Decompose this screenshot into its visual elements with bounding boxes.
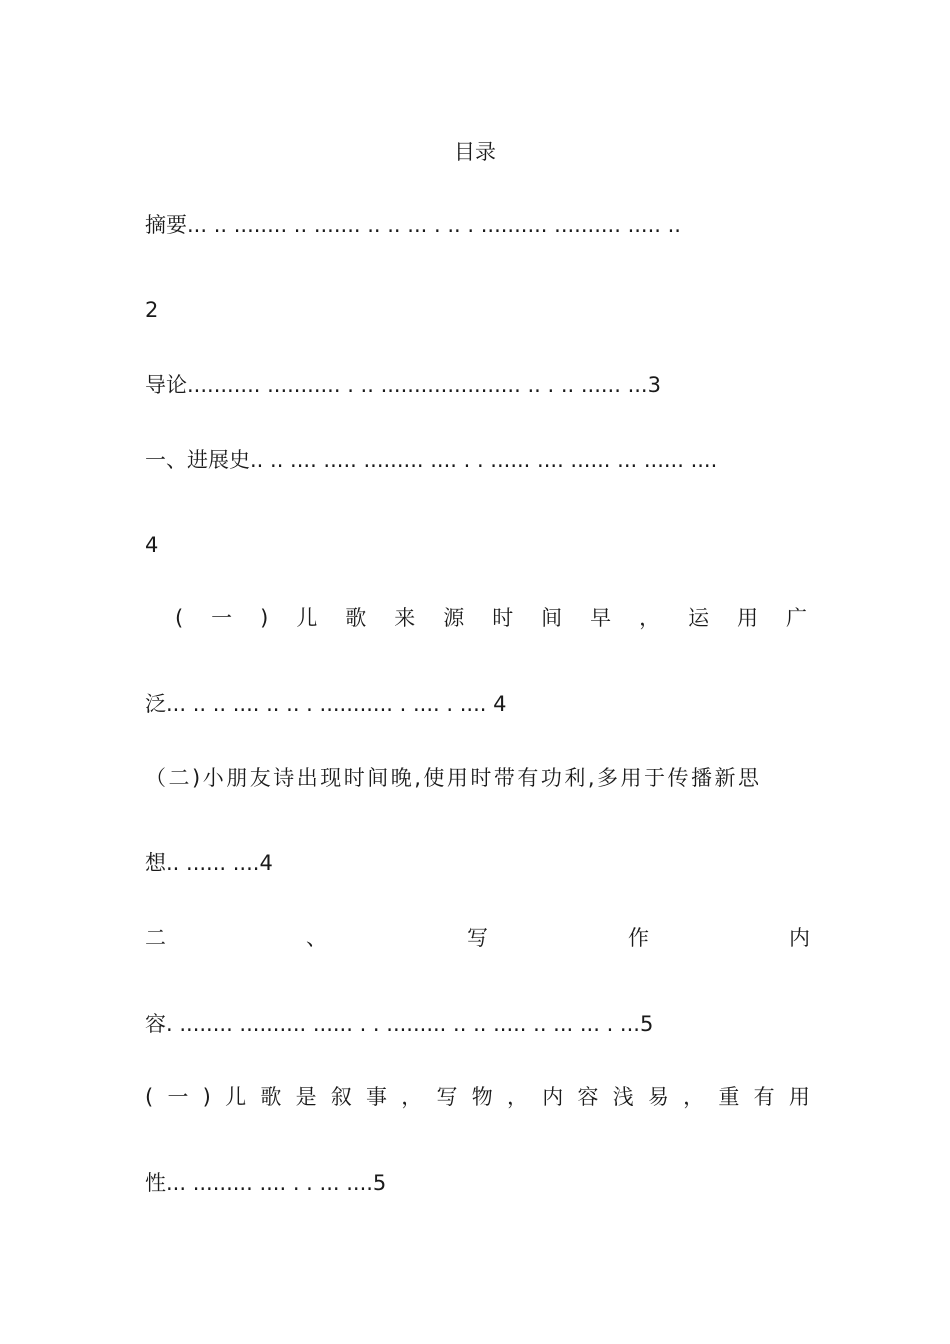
char: ， [683, 1085, 705, 1109]
char: ， [506, 1085, 528, 1109]
toc-entry-section-1-1 [175, 603, 807, 633]
toc-title: 目录 [454, 140, 496, 164]
toc-entry-section-1-2: （二)小朋友诗出现时间晚,使用时带有功利,多用于传播新思 [145, 766, 762, 790]
char: ) [260, 606, 269, 630]
char: 时 [492, 606, 514, 630]
char: 源 [443, 606, 465, 630]
toc-entry-section-1-1-cont: 泛... .. .. .... .. .. . ........... . .... . .... 4 [145, 692, 507, 716]
toc-entry-abstract: 摘要... .. ........ .. ....... .. .. ... . .. . .......... .......... ..... .. [145, 213, 681, 237]
char: 一 [167, 1085, 189, 1109]
toc-entry-section-2-1 [145, 1082, 810, 1112]
char: ( [175, 606, 184, 630]
char: 来 [394, 606, 416, 630]
char: 内 [789, 926, 810, 950]
char: 事 [366, 1085, 388, 1109]
char: 作 [628, 926, 649, 950]
char: 一 [211, 606, 233, 630]
char: 写 [467, 926, 488, 950]
char: 歌 [260, 1085, 282, 1109]
char: 是 [295, 1085, 317, 1109]
char: 广 [786, 606, 807, 630]
toc-entry-section-2-1-cont: 性... ......... .... . . ... ....5 [145, 1171, 387, 1195]
char: ， [401, 1085, 423, 1109]
toc-entry-chapter-2 [145, 923, 810, 953]
char: 儿 [296, 606, 318, 630]
char: 、 [306, 926, 327, 950]
char: 二 [145, 926, 166, 950]
char: 叙 [330, 1085, 352, 1109]
char: ( [145, 1085, 154, 1109]
char: 运 [688, 606, 710, 630]
toc-entry-section-1-2-cont: 想.. ...... ....4 [145, 851, 273, 875]
char: 写 [436, 1085, 458, 1109]
toc-entry-introduction: 导论........... ........... . .. ..................... .. . .. ...... ...3 [145, 373, 661, 397]
toc-entry-chapter-1: 一、进展史.. .. .... ..... ......... .... . . ...... .... ...... ... ...... .... [145, 448, 718, 472]
char: 易 [647, 1085, 669, 1109]
char: 早 [590, 606, 612, 630]
char: 物 [471, 1085, 493, 1109]
char: ) [202, 1085, 211, 1109]
char: 有 [753, 1085, 775, 1109]
toc-entry-chapter-2-cont: 容. ........ .......... ...... . . ......... .. .. ..... .. ... ... . ...5 [145, 1012, 654, 1036]
char: 浅 [612, 1085, 634, 1109]
toc-entry-chapter-1-page: 4 [145, 533, 159, 557]
char: 儿 [225, 1085, 247, 1109]
toc-entry-abstract-page: 2 [145, 298, 159, 322]
char: 间 [541, 606, 563, 630]
char: 用 [737, 606, 759, 630]
char: 用 [788, 1085, 810, 1109]
char: ， [639, 606, 661, 630]
char: 容 [577, 1085, 599, 1109]
char: 内 [542, 1085, 564, 1109]
char: 重 [718, 1085, 740, 1109]
char: 歌 [345, 606, 367, 630]
